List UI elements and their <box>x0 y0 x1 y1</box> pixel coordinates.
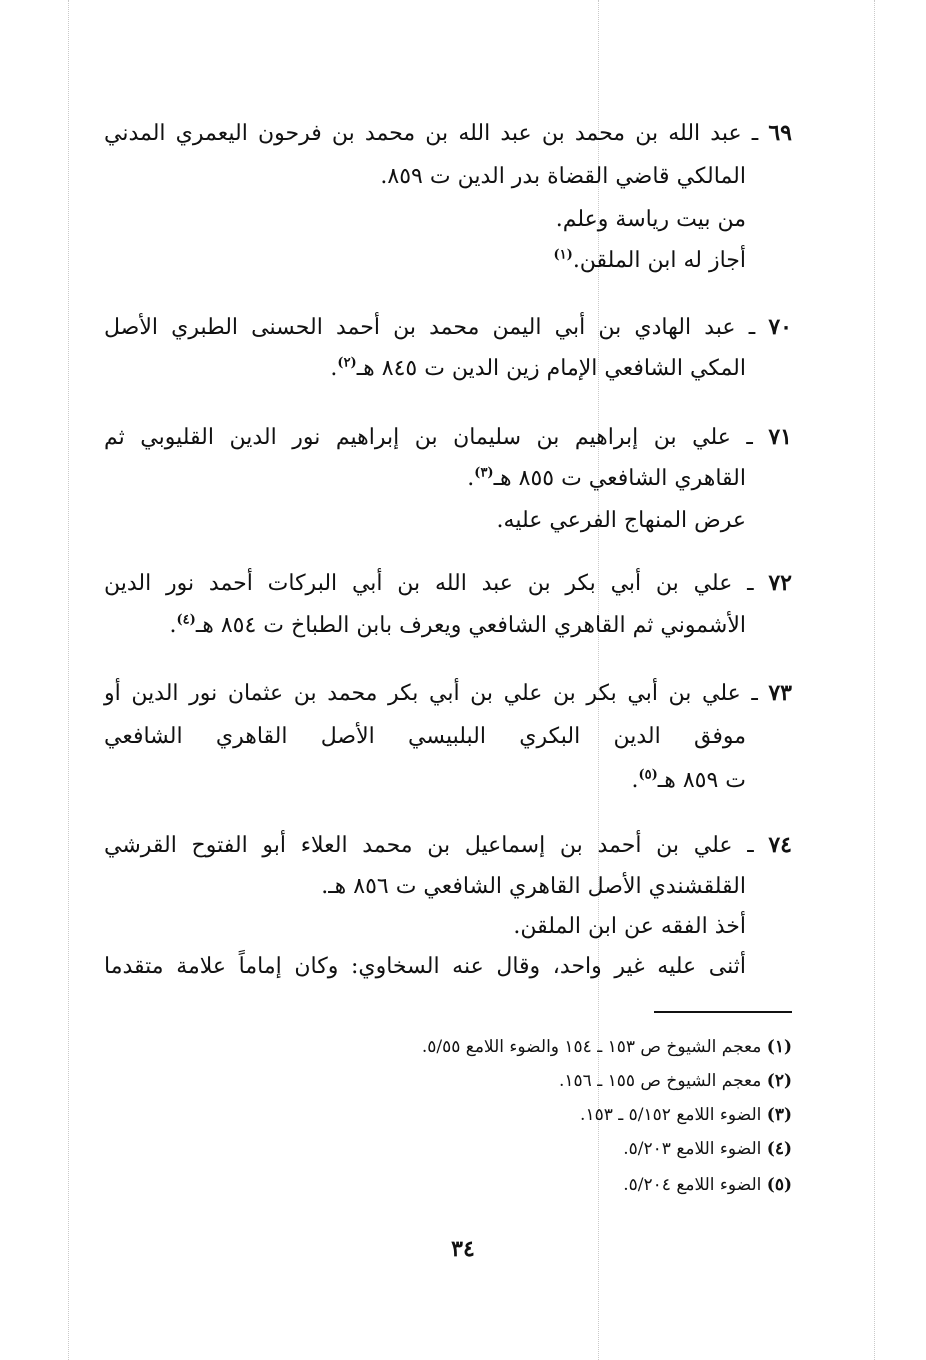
entry-72-line-2 <box>170 609 746 643</box>
footnote-ref: (١) <box>553 247 573 263</box>
entry-text: الأشموني ثم القاهري الشافعي ويعرف بابن الطباخ ت ٨٥٤ هـ <box>195 613 746 638</box>
entry-74-line-3: أخذ الفقه عن ابن الملقن. <box>513 914 746 939</box>
entry-dash: ـ <box>748 315 769 340</box>
entry-number: ٧٤ <box>768 832 792 858</box>
entry-70-line-1 <box>104 310 792 345</box>
footnote-number: (٥) <box>766 1175 792 1195</box>
entry-text: عبد الهادي بن أبي اليمن محمد بن أحمد الحسنى الطبري الأصل <box>104 315 736 340</box>
footnote-1 <box>422 1034 792 1060</box>
footnote-number: (٣) <box>766 1105 792 1125</box>
footnote-text: الضوء اللامع ٥/٢٠٣. <box>623 1139 762 1159</box>
entry-74-line-1 <box>104 828 792 863</box>
footnote-text: معجم الشيوخ ص ١٥٥ ـ ١٥٦. <box>559 1071 762 1091</box>
entry-69-line-3: من بيت رياسة وعلم. <box>555 207 746 232</box>
entry-71-line-1 <box>104 420 792 455</box>
entry-dash: ـ <box>747 571 769 596</box>
entry-text: . <box>330 356 338 381</box>
entry-text: أجاز له ابن الملقن. <box>572 248 746 273</box>
footnote-number: (٢) <box>766 1071 792 1091</box>
footnote-ref: (٢) <box>337 355 357 371</box>
entry-text: علي بن أحمد بن إسماعيل بن محمد العلاء أبو الفتوح القرشي <box>104 833 733 858</box>
entry-text: علي بن أبي بكر بن علي بن أبي بكر محمد بن عثمان نور الدين أو <box>104 681 741 706</box>
entry-text: عبد الله بن محمد بن عبد الله بن محمد بن فرحون اليعمري المدني <box>104 121 742 146</box>
entry-number: ٧١ <box>768 424 792 450</box>
entry-69-line-2: المالكي قاضي القضاة بدر الدين ت ٨٥٩. <box>380 164 746 189</box>
footnote-text: الضوء اللامع ٥/٢٠٤. <box>623 1175 762 1195</box>
footnote-text: الضوء اللامع ٥/١٥٢ ـ ١٥٣. <box>580 1105 762 1125</box>
entry-text: . <box>169 613 177 638</box>
footnote-ref: (٣) <box>474 465 494 481</box>
footnote-separator <box>654 1011 792 1013</box>
entry-text: علي بن أبي بكر بن عبد الله بن أبي البركات أحمد نور الدين <box>104 571 733 596</box>
entry-74-line-2: القلقشندي الأصل القاهري الشافعي ت ٨٥٦ هـ. <box>321 874 746 899</box>
entry-dash: ـ <box>751 681 769 706</box>
entry-text: . <box>631 768 639 793</box>
guide-line <box>874 0 875 1360</box>
footnote-ref: (٤) <box>176 612 196 628</box>
footnote-text: معجم الشيوخ ص ١٥٣ ـ ١٥٤ والضوء اللامع ٥/٥٥. <box>421 1037 762 1057</box>
footnote-2 <box>559 1068 792 1094</box>
footnote-number: (٤) <box>766 1139 792 1159</box>
entry-73-line-2: موفق الدين البكري البلبيسي الأصل القاهري الشافعي <box>104 724 746 749</box>
footnote-4 <box>623 1136 792 1162</box>
footnote-ref: (٥) <box>638 767 658 783</box>
entry-69-line-1 <box>104 116 792 151</box>
entry-text: علي بن إبراهيم بن سليمان بن إبراهيم نور الدين القليوبي ثم <box>104 425 731 450</box>
footnote-5 <box>623 1172 792 1198</box>
entry-dash: ـ <box>751 121 769 146</box>
entry-72-line-1 <box>104 566 792 601</box>
entry-text: ت ٨٥٩ هـ <box>657 768 746 793</box>
entry-number: ٧٢ <box>768 570 792 596</box>
entry-text: القاهري الشافعي ت ٨٥٥ هـ <box>493 466 746 491</box>
entry-73-line-1 <box>104 676 792 711</box>
entry-number: ٧٣ <box>768 680 792 706</box>
guide-line <box>68 0 69 1360</box>
entry-number: ٦٩ <box>768 120 792 146</box>
entry-dash: ـ <box>747 833 769 858</box>
entry-70-line-2 <box>330 352 746 386</box>
entry-74-line-4: أثنى عليه غير واحد، وقال عنه السخاوي: وكان إماماً علامة متقدما <box>104 954 746 979</box>
footnote-number: (١) <box>766 1037 792 1057</box>
entry-number: ٧٠ <box>768 314 792 340</box>
footnote-3 <box>580 1102 792 1128</box>
entry-69-line-4 <box>554 244 746 278</box>
entry-71-line-2 <box>467 462 746 496</box>
entry-text: المكي الشافعي الإمام زين الدين ت ٨٤٥ هـ <box>356 356 746 381</box>
entry-text: . <box>467 466 475 491</box>
page-number: ٣٤ <box>451 1236 475 1262</box>
entry-73-line-3 <box>631 764 746 798</box>
entry-71-line-3: عرض المنهاج الفرعي عليه. <box>496 508 746 533</box>
entry-dash: ـ <box>746 425 769 450</box>
